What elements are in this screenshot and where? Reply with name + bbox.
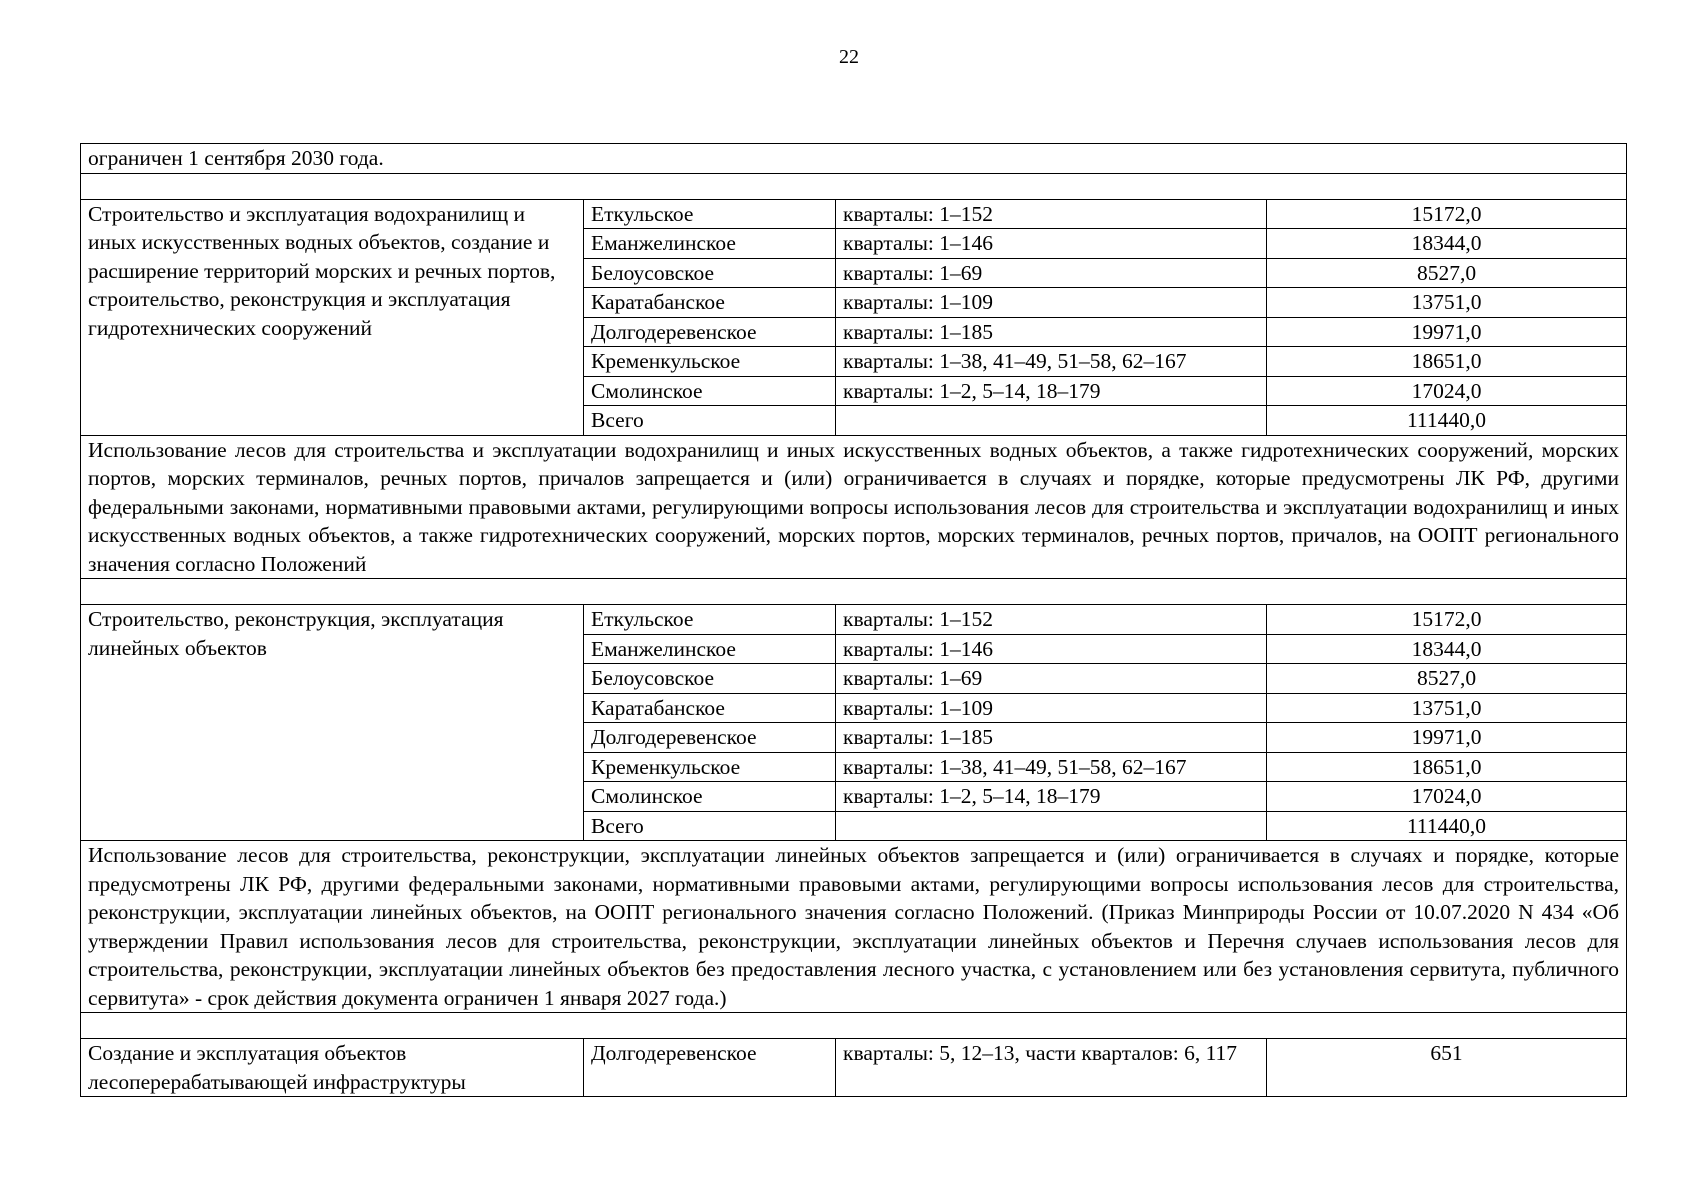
intro-blank-row bbox=[81, 173, 1627, 199]
area-cell: 18651,0 bbox=[1267, 347, 1627, 377]
forestry-cell: Еткульское bbox=[584, 199, 836, 229]
forestry-cell: Долгодеревенское bbox=[584, 1039, 836, 1097]
area-cell: 8527,0 bbox=[1267, 258, 1627, 288]
forest-use-table bbox=[80, 143, 1627, 1097]
area-cell: 15172,0 bbox=[1267, 605, 1627, 635]
blank-row bbox=[81, 1013, 1627, 1039]
area-cell: 13751,0 bbox=[1267, 288, 1627, 318]
quarters-cell: кварталы: 1–2, 5–14, 18–179 bbox=[836, 782, 1267, 812]
activity-cell: Строительство, реконструкция, эксплуатация линейных объектов bbox=[81, 605, 584, 841]
blank-cell bbox=[81, 579, 1627, 605]
note-paragraph: Использование лесов для строительства и эксплуатации водохранилищ и иных искусственных водных объектов, а также гидротехнических сооружений, морских портов, морских терминалов, речных портов, причалов запрещается и (или) ограничивается в случаях и порядке, которые предусмотрены ЛК РФ, другими федеральными законами, нормативными правовыми актами, регулирующими вопросы использования лесов для строительства и эксплуатации водохранилищ и иных искусственных водных объектов, а также гидротехнических сооружений, морских портов, морских терминалов, речных портов, причалов, на ООПТ регионального значения согласно Положений bbox=[81, 435, 1627, 579]
quarters-cell: кварталы: 1–152 bbox=[836, 199, 1267, 229]
activity-cell: Строительство и эксплуатация водохранилищ и иных искусственных водных объектов, создание и расширение территорий морских и речных портов, строительство, реконструкция и эксплуатация гидротехнических сооружений bbox=[81, 199, 584, 435]
area-cell: 111440,0 bbox=[1267, 406, 1627, 436]
quarters-cell bbox=[836, 811, 1267, 841]
intro-text: ограничен 1 сентября 2030 года. bbox=[81, 144, 1627, 174]
quarters-cell bbox=[836, 406, 1267, 436]
quarters-cell: кварталы: 1–2, 5–14, 18–179 bbox=[836, 376, 1267, 406]
quarters-cell: кварталы: 5, 12–13, части кварталов: 6, 117 bbox=[836, 1039, 1267, 1097]
note-paragraph: Использование лесов для строительства, реконструкции, эксплуатации линейных объектов запрещается и (или) ограничивается в случаях и порядке, которые предусмотрены ЛК РФ, другими федеральными законами, нормативными правовыми актами, регулирующими вопросы использования лесов для строительства, реконструкции, эксплуатации линейных объектов, на ООПТ регионального значения согласно Положений. (Приказ Минприроды России от 10.07.2020 N 434 «Об утверждении Правил использования лесов для строительства, реконструкции, эксплуатации линейных объектов и Перечня случаев использования лесов для строительства, реконструкции, эксплуатации линейных объектов без предоставления лесного участка, с установлением или без установления сервитута, публичного сервитута» - срок действия документа ограничен 1 января 2027 года.) bbox=[81, 841, 1627, 1013]
blank-cell bbox=[81, 1013, 1627, 1039]
quarters-cell: кварталы: 1–109 bbox=[836, 693, 1267, 723]
quarters-cell: кварталы: 1–69 bbox=[836, 664, 1267, 694]
area-cell: 13751,0 bbox=[1267, 693, 1627, 723]
table-row bbox=[81, 605, 1627, 635]
forestry-cell: Еткульское bbox=[584, 605, 836, 635]
quarters-cell: кварталы: 1–185 bbox=[836, 723, 1267, 753]
area-cell: 19971,0 bbox=[1267, 317, 1627, 347]
quarters-cell: кварталы: 1–146 bbox=[836, 229, 1267, 259]
forestry-cell: Кременкульское bbox=[584, 347, 836, 377]
area-cell: 17024,0 bbox=[1267, 782, 1627, 812]
forestry-cell: Еманжелинское bbox=[584, 229, 836, 259]
area-cell: 17024,0 bbox=[1267, 376, 1627, 406]
forestry-cell: Белоусовское bbox=[584, 664, 836, 694]
activity-cell: Создание и эксплуатация объектов лесоперерабатывающей инфраструктуры bbox=[81, 1039, 584, 1097]
table-row bbox=[81, 199, 1627, 229]
quarters-cell: кварталы: 1–38, 41–49, 51–58, 62–167 bbox=[836, 347, 1267, 377]
forestry-cell: Долгодеревенское bbox=[584, 723, 836, 753]
area-cell: 8527,0 bbox=[1267, 664, 1627, 694]
area-cell: 15172,0 bbox=[1267, 199, 1627, 229]
area-cell: 18651,0 bbox=[1267, 752, 1627, 782]
area-cell: 651 bbox=[1267, 1039, 1627, 1097]
forestry-cell: Долгодеревенское bbox=[584, 317, 836, 347]
intro-row bbox=[81, 144, 1627, 174]
quarters-cell: кварталы: 1–109 bbox=[836, 288, 1267, 318]
forestry-cell: Еманжелинское bbox=[584, 634, 836, 664]
quarters-cell: кварталы: 1–185 bbox=[836, 317, 1267, 347]
forestry-cell: Всего bbox=[584, 406, 836, 436]
forestry-cell: Кременкульское bbox=[584, 752, 836, 782]
quarters-cell: кварталы: 1–146 bbox=[836, 634, 1267, 664]
area-cell: 19971,0 bbox=[1267, 723, 1627, 753]
note-row bbox=[81, 435, 1627, 579]
forestry-cell: Смолинское bbox=[584, 782, 836, 812]
blank-row bbox=[81, 579, 1627, 605]
quarters-cell: кварталы: 1–38, 41–49, 51–58, 62–167 bbox=[836, 752, 1267, 782]
quarters-cell: кварталы: 1–69 bbox=[836, 258, 1267, 288]
forestry-cell: Белоусовское bbox=[584, 258, 836, 288]
forestry-cell: Каратабанское bbox=[584, 288, 836, 318]
table-row bbox=[81, 1039, 1627, 1097]
quarters-cell: кварталы: 1–152 bbox=[836, 605, 1267, 635]
forestry-cell: Каратабанское bbox=[584, 693, 836, 723]
area-cell: 18344,0 bbox=[1267, 229, 1627, 259]
area-cell: 18344,0 bbox=[1267, 634, 1627, 664]
forestry-cell: Смолинское bbox=[584, 376, 836, 406]
note-row bbox=[81, 841, 1627, 1013]
forestry-cell: Всего bbox=[584, 811, 836, 841]
page-number: 22 bbox=[839, 46, 859, 68]
area-cell: 111440,0 bbox=[1267, 811, 1627, 841]
